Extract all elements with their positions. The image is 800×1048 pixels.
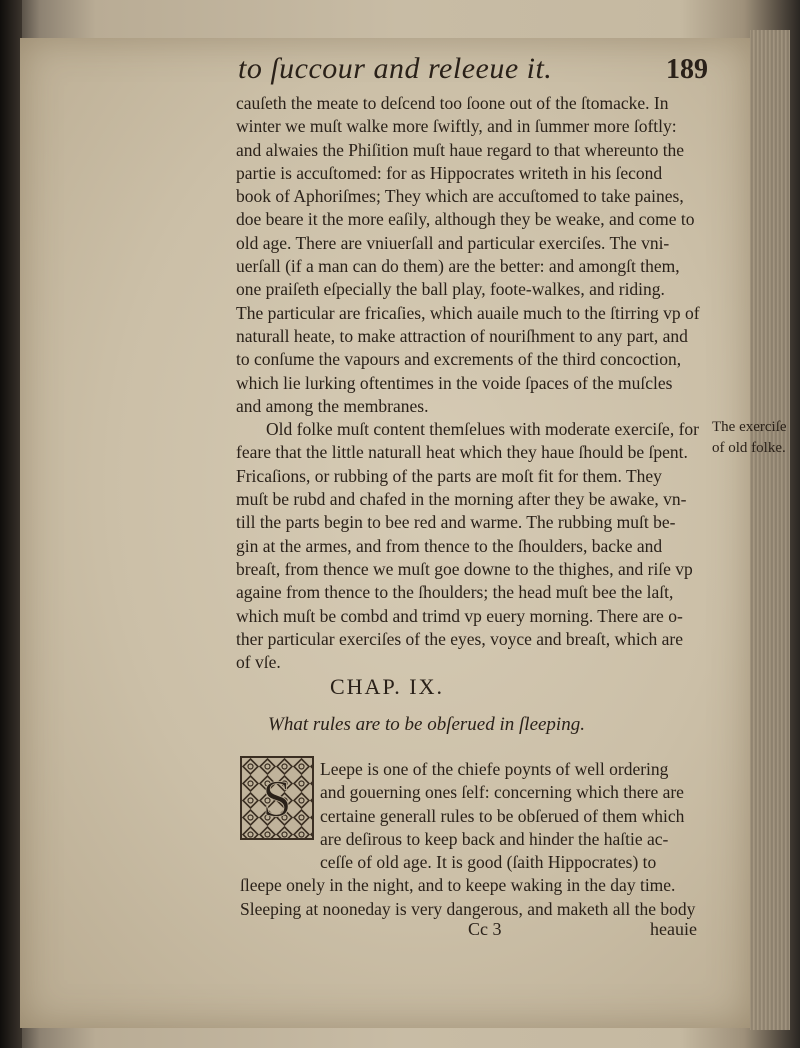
body-text bbox=[236, 92, 706, 674]
text-line: gin at the armes, and from thence to the ſhoulders, backe and bbox=[236, 535, 663, 556]
page-number: 189 bbox=[666, 54, 708, 85]
text-line: Fricaſions, or rubbing of the parts are moſt fit for them. They bbox=[236, 465, 662, 486]
text-line: and alwaies the Phiſition muſt haue regard to that whereunto the bbox=[236, 139, 685, 160]
text-line: till the parts begin to bee red and warme. The rubbing muſt be- bbox=[236, 512, 676, 533]
text-line: of vſe. bbox=[236, 652, 281, 673]
text-line: and among the membranes. bbox=[236, 395, 429, 416]
text-line: book of Aphoriſmes; They which are accuſtomed to take paines, bbox=[236, 186, 684, 207]
text-line: one praiſeth eſpecially the ball play, foote-walkes, and riding. bbox=[236, 279, 665, 300]
text-line: ther particular exerciſes of the eyes, voyce and breaſt, which are bbox=[236, 628, 684, 649]
chapter-first-paragraph bbox=[320, 758, 710, 851]
text-line: to conſume the vapours and excrements of the third concoction, bbox=[236, 349, 682, 370]
page-edges bbox=[750, 30, 790, 1030]
margin-note-line-1: The exerciſe bbox=[712, 419, 787, 435]
text-line: doe beare it the more eaſily, although they be weake, and come to bbox=[236, 209, 695, 230]
running-title: to ſuccour and releeue it. bbox=[238, 52, 553, 85]
text-line: and gouerning ones ſelf: concerning which there are bbox=[320, 782, 684, 803]
text-line: partie is accuſtomed: for as Hippocrates writeth in his ſecond bbox=[236, 162, 663, 183]
text-line: winter we muſt walke more ſwiftly, and in ſummer more ſoftly: bbox=[236, 116, 677, 137]
text-line: uerſall (if a man can do them) are the better: and amongſt them, bbox=[236, 256, 680, 277]
text-line: againe from thence to the ſhoulders; the head muſt bee the laſt, bbox=[236, 582, 674, 603]
text-line: certaine generall rules to be obſerued of them which bbox=[320, 805, 685, 826]
text-line: naturall heate, to make attraction of nouriſhment to any part, and bbox=[236, 325, 688, 346]
ornament-pattern-icon bbox=[242, 758, 312, 838]
text-line: The particular are fricaſies, which auaile much to the ſtirring vp of bbox=[236, 302, 700, 323]
book-binding bbox=[0, 0, 22, 1048]
text-line: ſleepe onely in the night, and to keepe waking in the day time. bbox=[240, 875, 676, 896]
text-line: which muſt be combd and trimd vp euery morning. There are o- bbox=[236, 605, 683, 626]
text-line: are deſirous to keep back and hinder the haſtie ac- bbox=[320, 828, 669, 849]
decorated-initial-s bbox=[240, 756, 314, 840]
text-line: which lie lurking oftentimes in the voide ſpaces of the muſcles bbox=[236, 372, 673, 393]
signature-mark: Cc 3 bbox=[468, 919, 502, 939]
chapter-paragraph-continuation bbox=[240, 851, 710, 921]
text-line: feare that the little naturall heat which they haue ſhould be ſpent. bbox=[236, 442, 688, 463]
text-line: old age. There are vniuerſall and particular exerciſes. The vni- bbox=[236, 232, 670, 253]
text-line: breaſt, from thence we muſt goe downe to the thighes, and riſe vp bbox=[236, 558, 693, 579]
text-line: Old folke muſt content themſelues with moderate exerciſe, for bbox=[266, 419, 699, 440]
running-header bbox=[238, 52, 708, 92]
text-line: cauſeth the meate to deſcend too ſoone out of the ſtomacke. In bbox=[236, 93, 669, 113]
catchword: heauie bbox=[650, 919, 697, 939]
svg-text:S: S bbox=[262, 771, 292, 828]
margin-note-line-2: of old folke. bbox=[712, 440, 786, 456]
text-line: Sleeping at nooneday is very dangerous, and maketh all the body bbox=[240, 898, 696, 919]
chapter-subtitle: What rules are to be obſerued in ſleeping. bbox=[268, 714, 585, 735]
text-line: muſt be rubd and chafed in the morning after they be awake, vn- bbox=[236, 489, 687, 510]
text-line: ceſſe of old age. It is good (ſaith Hippocrates) to bbox=[320, 852, 657, 872]
text-line: Leepe is one of the chiefe poynts of well ordering bbox=[320, 759, 669, 779]
chapter-heading: CHAP. IX. bbox=[330, 674, 444, 699]
